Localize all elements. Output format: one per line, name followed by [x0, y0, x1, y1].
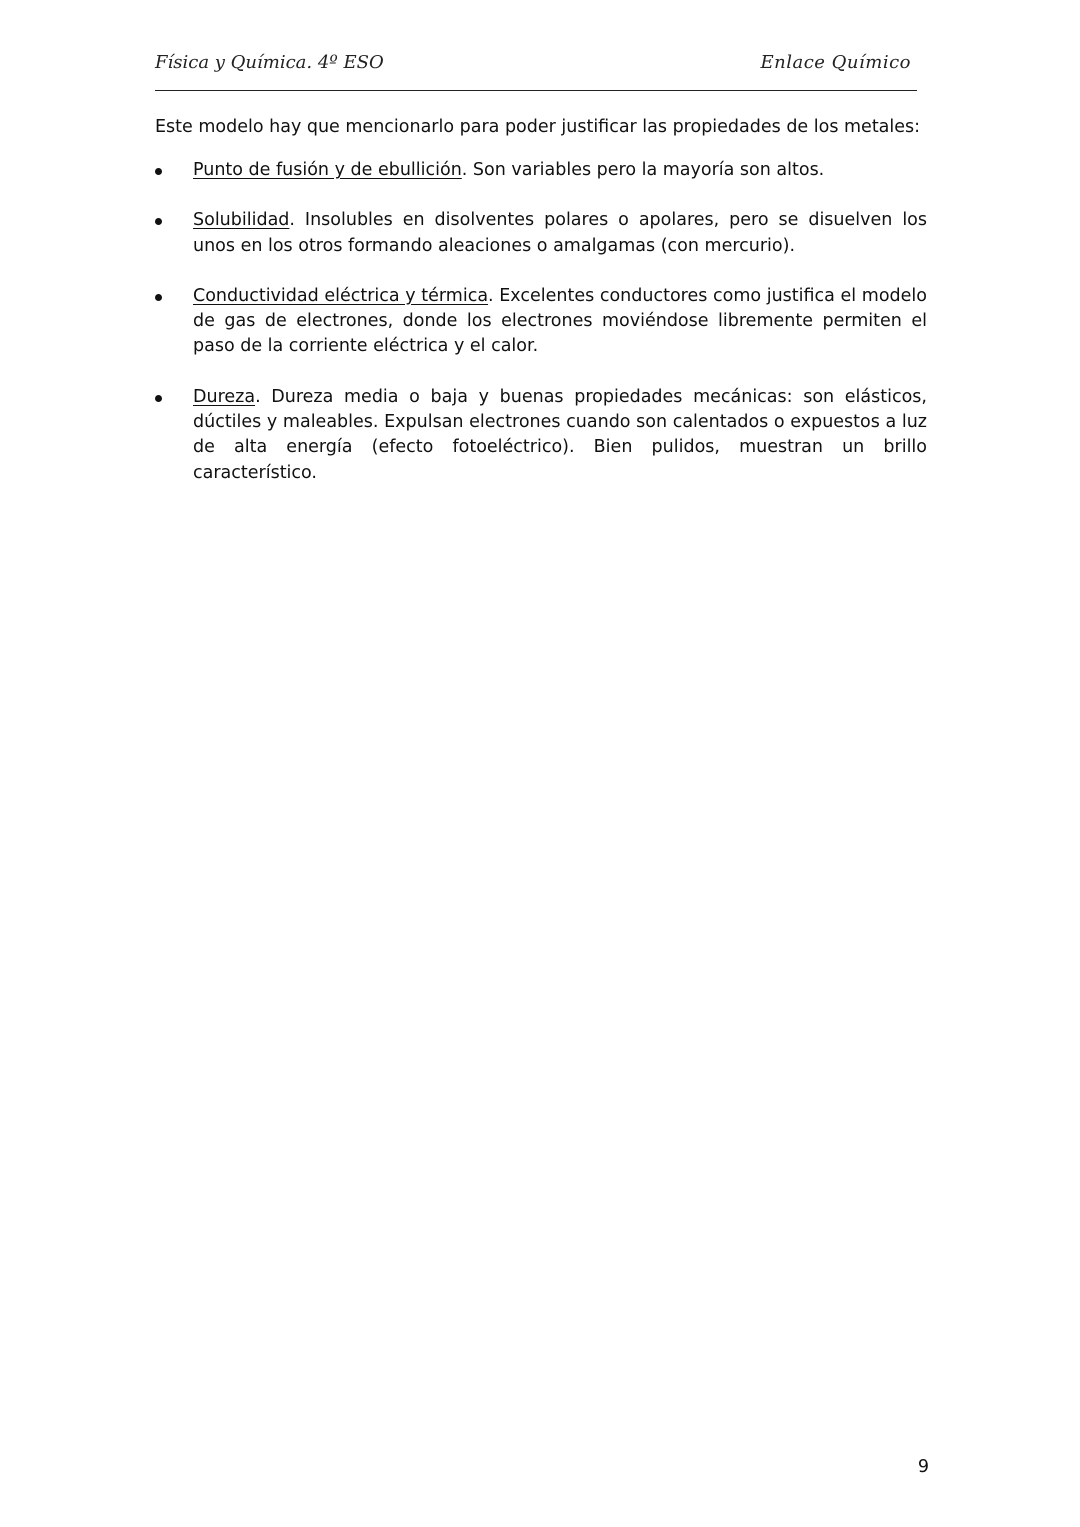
property-term: Conductividad eléctrica y térmica	[193, 285, 489, 306]
list-item	[155, 158, 927, 183]
property-term: Punto de fusión y de ebullición	[193, 160, 462, 180]
list-item	[155, 385, 927, 486]
bullet-icon	[155, 168, 162, 175]
bullet-icon	[155, 294, 162, 301]
header-chapter-title: Enlace Químico	[760, 52, 911, 73]
header-subject-title: Física y Química. 4º ESO	[155, 52, 384, 73]
list-item	[155, 208, 927, 259]
page-header	[155, 50, 917, 78]
list-item	[155, 284, 927, 360]
page-number: 9	[917, 1457, 929, 1477]
property-description: . Insolubles en disolventes polares o apolares, pero se disuelven los unos en los otros formando aleaciones o amalgamas (con mercurio).	[193, 210, 927, 256]
property-description: . Son variables pero la mayoría son altos.	[461, 160, 825, 180]
metal-properties-list	[155, 158, 927, 511]
bullet-icon	[155, 395, 162, 402]
bullet-icon	[155, 218, 162, 225]
intro-paragraph: Este modelo hay que mencionarlo para poder justificar las propiedades de los metales:	[155, 117, 921, 137]
property-description: . Dureza media o baja y buenas propiedades mecánicas: son elásticos, dúctiles y maleables. Expulsan electrones cuando son calentados o expuestos a luz de alta energía (efecto fotoeléctrico). Bien pulidos, muestran un brillo característico.	[193, 386, 927, 483]
property-term: Dureza	[193, 386, 256, 407]
property-term: Solubilidad	[193, 210, 290, 231]
property-description: . Excelentes conductores como justifica el modelo de gas de electrones, donde los electrones moviéndose libremente permiten el paso de la corriente eléctrica y el calor.	[193, 285, 927, 357]
header-divider	[155, 90, 917, 91]
